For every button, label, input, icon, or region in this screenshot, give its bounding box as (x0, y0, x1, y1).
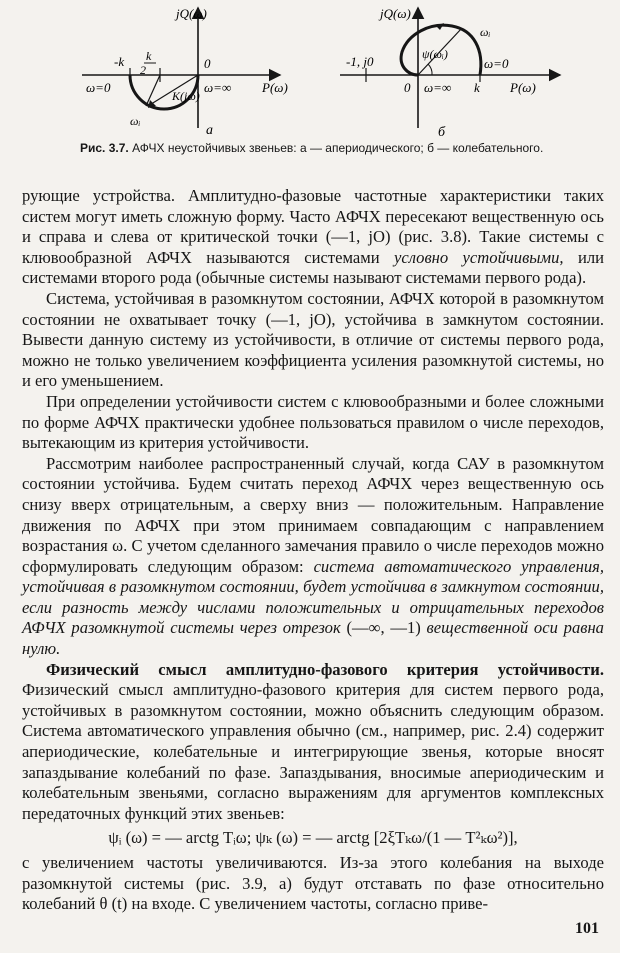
panel-a-omega-zero: ω=0 (86, 80, 111, 95)
body-text (22, 186, 604, 915)
panel-b-omega-inf: ω=∞ (424, 80, 452, 95)
paragraph-5: Физический смысл амплитудно-фазового критерия устойчивости. Физический смысл амплитудно-фазового критерия для систем первого рода, устойчивых в разомкнутом состоянии, можно объяснить следующим образом. Система автоматического управления обычно (см., например, рис. 2.4) содержит апериодические, колебательные и интегрирующие звенья, которые вносят запаздывание колебаний по фазе. Запаздывания, вносимые апериодическим и колебательным звеньями, согласно выражениям для аргументов комплексных передаточных функций этих звеньев: (22, 659, 604, 823)
paragraph-6: с увеличением частоты увеличиваются. Из-за этого колебания на выходе разомкнутой системы (рис. 3.9, а) будут отставать по фазе относительно колебаний θ (t) на входе. С увеличением частоты, согласно приве- (22, 853, 604, 914)
formula: ψᵢ (ω) = — arctg Tᵢω; ψₖ (ω) = — arctg [2ξTₖω/(1 — T²ₖω²)], (108, 828, 518, 848)
panel-a-omega-i: ωᵢ (130, 114, 141, 128)
caption-prefix: Рис. 3.7. (80, 141, 129, 155)
panel-a-K: K(jω) (172, 89, 200, 103)
paragraph-1: рующие устройства. Амплитудно-фазовые частотные характеристики таких систем могут иметь сложную форму. Часто АФЧХ пересекают вещественную ось и справа и слева от критической точки (—1, jO) (рис. 3.8). Такие системы с клювообразной АФЧХ называются системами условно устойчивыми, или системами второго рода (обычные системы называют системами первого рода). (22, 186, 604, 288)
paragraph-2: Система, устойчивая в разомкнутом состоянии, АФЧХ которой в разомкнутом состоянии не охватывает точку (—1, jO), устойчива в замкнутом состоянии. Вывести данную систему из устойчивости, в отличие от системы первого рода, можно не только увеличением коэффициента усиления разомкнутой системы, но и его уменьшением. (22, 288, 604, 391)
page-number: 101 (575, 920, 599, 937)
figure-3-7-svg (0, 0, 620, 140)
panel-a-minus-k: -k (114, 54, 125, 69)
section-heading: Физический смысл амплитудно-фазового критерия устойчивости. (46, 659, 604, 679)
panel-a-x-label: P(ω) (262, 80, 288, 95)
caption-text: АФЧХ неустойчивых звеньев: а — апериодического; б — колебательного. (128, 141, 544, 155)
figure-caption (80, 140, 550, 156)
paragraph-3: При определении устойчивости систем с клювообразными и более сложными по форме АФЧХ практически удобнее пользоваться правилом о числе переходов, вытекающим из критерия устойчивости. (22, 391, 604, 453)
paragraph-4: Рассмотрим наиболее распространенный случай, когда САУ в разомкнутом состоянии устойчива. Будем считать переход АФЧХ через вещественную ось снизу вверх отрицательным, а сверху вниз — положительным. Направление движения по АФЧХ при этом принимаем совпадающим с направлением возрастания ω. С учетом сделанного замечания правило о числе переходов можно сформулировать следующим образом: система автоматического управления, устойчивая в разомкнутом состоянии, будет устойчива в замкнутом состоянии, если разность между числами положительных и отрицательных переходов АФЧХ разомкнутой системы через отрезок (—∞, —1) вещественной оси равна нулю. (22, 453, 604, 659)
panel-b-omega-i: ωᵢ (480, 25, 491, 39)
panel-b-omega-zero: ω=0 (484, 56, 509, 71)
panel-b-psi: ψ(ωᵢ) (422, 47, 448, 61)
panel-b-letter: б (438, 125, 446, 140)
panel-b-y-label: jQ(ω) (380, 6, 411, 21)
panel-b-origin: 0 (404, 80, 411, 95)
svg-text:2: 2 (140, 63, 146, 77)
panel-a-omega-inf: ω=∞ (204, 80, 232, 95)
panel-b-minus-1: -1, j0 (346, 54, 374, 69)
panel-b-x-label: P(ω) (510, 80, 536, 95)
figure-3-7 (0, 0, 620, 140)
panel-a-letter: а (206, 123, 213, 138)
panel-a-origin: 0 (204, 56, 211, 71)
panel-a-k-num: k (146, 49, 152, 63)
panel-a-y-label: jQ(ω) (176, 6, 207, 21)
panel-b-k: k (474, 80, 480, 95)
